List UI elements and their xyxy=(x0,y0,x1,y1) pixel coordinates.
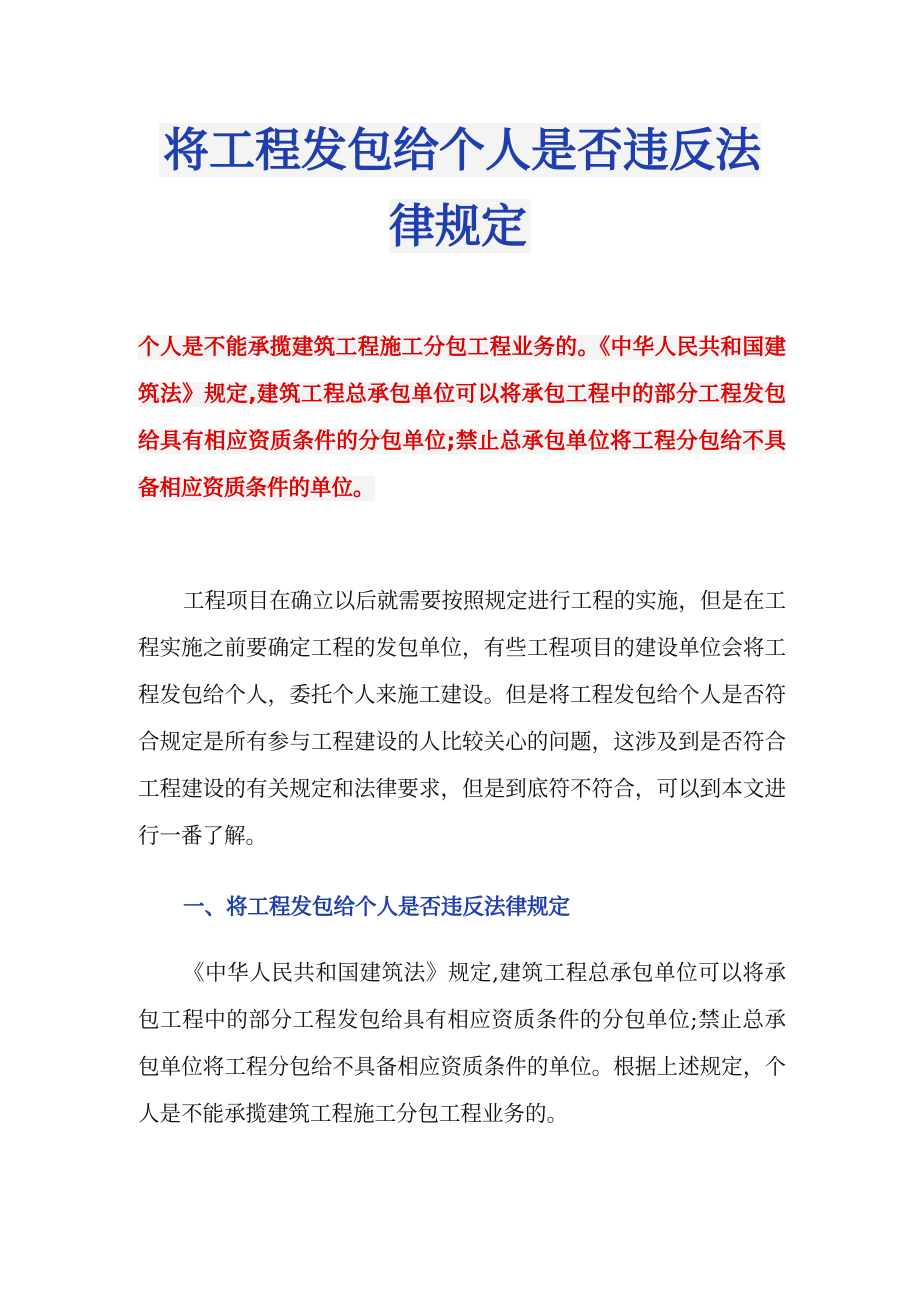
body-paragraph-intro: 工程项目在确立以后就需要按照规定进行工程的实施，但是在工程实施之前要确定工程的发包单位，有些工程项目的建设单位会将工程发包给个人，委托个人来施工建设。但是将工程发包给个人是否符合规定是所有参与工程建设的人比较关心的问题，这涉及到是否符合工程建设的有关规定和法律要求，但是到底符不符合，可以到本文进行一番了解。 xyxy=(138,589,786,849)
body-paragraph-law: 《中华人民共和国建筑法》规定,建筑工程总承包单位可以将承包工程中的部分工程发包给具有相应资质条件的分包单位;禁止总承包单位将工程分包给不具备相应资质条件的单位。根据上述规定，个人是不能承揽建筑工程施工分包工程业务的。 xyxy=(138,961,786,1127)
page-title xyxy=(150,112,770,264)
summary-text: 个人是不能承揽建筑工程施工分包工程业务的。《中华人民共和国建筑法》规定,建筑工程总承包单位可以将承包工程中的部分工程发包给具有相应资质条件的分包单位;禁止总承包单位将工程分包给不具备相应资质条件的单位。 xyxy=(138,335,786,501)
page-title-text: 将工程发包给个人是否违反法律规定 xyxy=(159,123,761,253)
summary-paragraph xyxy=(138,324,786,512)
section-heading: 一、将工程发包给个人是否违反法律规定 xyxy=(183,895,571,920)
